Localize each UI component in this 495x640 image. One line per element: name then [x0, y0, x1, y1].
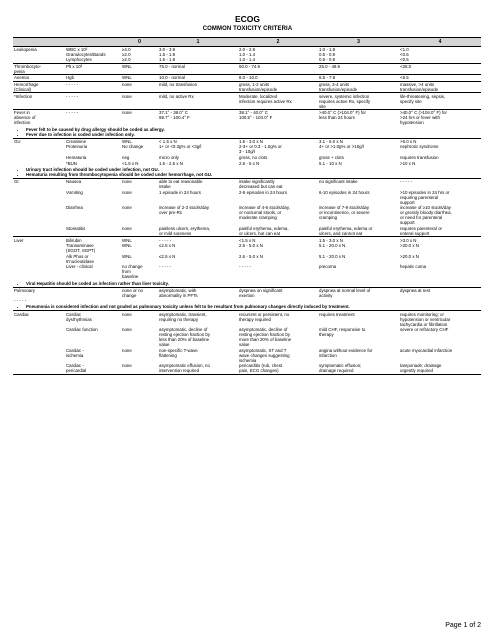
- grade-2-cell: 2.6 - 5.0 x N: [239, 243, 263, 249]
- grade-1-cell: asymptomatic, with abnormality in PFTs: [158, 287, 238, 303]
- grade-1-cell: 37.1° - 38.0° C 98.7° - 100.4° F: [158, 109, 238, 125]
- table-row: [13, 243, 481, 254]
- grade-3-cell: mild CHF, responsive to therapy: [319, 327, 366, 338]
- grade-3-cell: 25.0 - 49.9: [318, 63, 399, 75]
- category-cell: [13, 264, 65, 280]
- grade-3-cell: 3.1 - 6.0 x N: [318, 138, 399, 144]
- page-number: Page 1 of 2: [445, 622, 481, 629]
- grade-4-cell: increase of ≥10 stools/day or grossly bloody diarrhea, or need for parenteral support: [400, 205, 452, 226]
- grade-2-cell: 2-5 episodes in 24 hours: [239, 189, 288, 195]
- parameter-cell: Plt x 10³: [65, 63, 121, 75]
- grade-1-cell: micro only: [159, 155, 180, 161]
- parameter-cell: - - - - -: [65, 93, 121, 110]
- grade-1-cell: 10.0 - normal: [158, 75, 238, 82]
- document-title: ECOG: [234, 14, 261, 24]
- grade-0-cell: none: [121, 93, 158, 110]
- grade-2-cell: 38.1° - 40.0° C 100.5° - 104.0° F: [238, 109, 318, 125]
- table-row: [13, 93, 481, 110]
- grade-2-cell: recurrent or persistent, no therapy required: [238, 311, 318, 327]
- grade-0-cell: <1.5 x N: [122, 160, 139, 166]
- table-row: [13, 347, 481, 363]
- category-cell: GU: [13, 138, 65, 144]
- category-cell: [13, 190, 65, 206]
- grade-2-cell: 8.0 - 10.0: [238, 75, 318, 82]
- parameter-cell: Cardiac dysrhythmias: [65, 311, 121, 327]
- note-item: • Fever felt to be caused by drug allergy should be coded as allergy.: [26, 127, 480, 132]
- grade-3-cell: no significant intake: [318, 178, 399, 189]
- note-item: • Viral Hepatitis should be coded as infection rather than liver toxicity.: [26, 281, 480, 286]
- table-row: [13, 327, 481, 348]
- note-cell: [13, 126, 481, 139]
- table-row: [13, 81, 481, 93]
- grade-0-cell: none: [121, 311, 158, 327]
- grade-0-cell: WNL: [122, 253, 132, 259]
- grade-2-cell: 2.6 - 5.0 x N: [239, 253, 263, 259]
- grade-3-cell: 1.0 - 1.9 0.5 - 0.9 0.5 - 0.9: [318, 47, 399, 64]
- toxicity-criteria-table: [13, 37, 481, 375]
- parameter-cell: Cardiac function: [66, 327, 98, 333]
- grade-0-cell: ≥4.0 ≥2.0 ≥2.0: [121, 47, 158, 64]
- table-row: [13, 138, 481, 144]
- category-cell: Anemia: [13, 75, 65, 82]
- parameter-cell: Hematuria: [66, 155, 87, 161]
- grade-1-cell: able to eat reasonable intake: [158, 178, 238, 189]
- grade-0-cell: WNL: [121, 237, 158, 243]
- parameter-cell: Stomatitis: [66, 226, 86, 232]
- grade-4-cell: >3.0 x N: [399, 237, 481, 243]
- parameter-cell: Nausea: [65, 178, 121, 189]
- grade-4-cell: >40.0° C (>104.0° F) for >24 hrs or fever with hypotension: [399, 109, 481, 125]
- grade-0-cell: no change from baseline: [122, 264, 143, 280]
- grade-0-cell: WNL: [121, 138, 158, 144]
- grade-4-cell: massive, >4 units transfusion/episode: [399, 81, 481, 93]
- grade-2-cell: asymptomatic, ST and T wave changes suggesting ischemia: [239, 347, 290, 363]
- grade-2-cell: gross, 1-2 units transfusion/episode: [238, 81, 318, 93]
- grade-4-cell: requires parenteral or enteral support: [400, 226, 442, 237]
- grade-4-cell: <1.0 <0.5 <0.5: [399, 47, 481, 64]
- table-note-row: [13, 166, 481, 179]
- grade-0-cell: WNL: [122, 243, 132, 249]
- category-cell: Liver: [13, 237, 65, 243]
- grade-1-cell: mild, no transfusion: [158, 81, 238, 93]
- grade-1-cell: asymptomatic effusion, no intervention required: [158, 363, 238, 374]
- note-list: [21, 304, 480, 309]
- grade-0-cell: WNL: [121, 75, 158, 82]
- grade-0-cell: none or no change: [121, 287, 158, 303]
- grade-3-cell: 5.1 - 10 x N: [319, 160, 342, 166]
- grade-4-cell: >6.0 x N: [399, 138, 481, 144]
- grade-4-cell: dyspnea at rest: [399, 287, 481, 303]
- category-cell: [13, 205, 65, 226]
- grade-3-cell: angina without evidence for infarction: [319, 347, 373, 358]
- header-cell-grade-3: 3: [318, 38, 399, 47]
- grade-1-cell: - - - - -: [159, 264, 172, 270]
- grade-4-cell: tamponade; drainage urgently required: [399, 363, 481, 374]
- grade-0-cell: neg: [122, 155, 130, 161]
- category-cell: Fever in absence of infection: [13, 109, 65, 125]
- grade-1-cell: < 1.5 x N: [158, 138, 238, 144]
- parameter-cell: WBC x 10³ Granulocytes/Bands Lymphocytes: [65, 47, 121, 64]
- parameter-cell: Transaminase (SGOT, SGPT): [66, 243, 96, 254]
- grade-1-cell: 1 episode in 24 hours: [159, 189, 201, 195]
- category-cell: *Infection: [13, 93, 65, 110]
- grade-1-cell: 3.0 - 3.9 1.5 - 1.9 1.5 - 1.9: [158, 47, 238, 64]
- grade-2-cell: gross, no clots: [239, 155, 268, 161]
- grade-1-cell: ≤2.5 x N: [159, 253, 176, 259]
- grade-4-cell: >10 episodes in 24 hrs or requiring parenteral support: [400, 189, 450, 205]
- grade-2-cell: - - - - -: [239, 264, 252, 270]
- grade-0-cell: none: [121, 81, 158, 93]
- table-row: [13, 63, 481, 75]
- header-cell-grade-2: 2: [238, 38, 318, 47]
- grade-1-cell: 1+ or <0.3g% or <3g/l: [159, 144, 202, 150]
- note-cell: [13, 166, 481, 179]
- grade-0-cell: none: [122, 189, 132, 195]
- grade-3-cell: 6-10 episodes in 24 hours: [319, 189, 370, 195]
- grade-3-cell: dyspnea at normal level of activity: [318, 287, 399, 303]
- header-cell-grade-0: 0: [121, 38, 158, 47]
- grade-3-cell: increase of 7-9 stools/day or incontinence, or severe cramping: [319, 205, 370, 221]
- category-cell: [13, 226, 65, 237]
- grade-1-cell: non-specific T-wave flattening: [159, 347, 198, 358]
- parameter-cell: Alk Phos or 5'nucleotidase: [66, 253, 94, 264]
- parameter-cell: Vomiting: [66, 189, 83, 195]
- header-cell-parameter: [65, 38, 121, 47]
- grade-0-cell: none: [121, 109, 158, 125]
- grade-2-cell: 50.0 - 74.9: [238, 63, 318, 75]
- grade-0-cell: none: [122, 226, 132, 232]
- parameter-cell: Cardiac - ischemia: [66, 347, 84, 358]
- table-note-row: [13, 303, 481, 311]
- table-row: [13, 311, 481, 327]
- document-subtitle: COMMON TOXICITY CRITERIA: [202, 26, 293, 32]
- grade-1-cell: ≤2.5 x N: [159, 243, 176, 249]
- toxicity-table-body: [13, 47, 481, 375]
- table-row: [13, 226, 481, 237]
- grade-0-cell: No change: [122, 144, 144, 150]
- grade-3-cell: 4+ or >1.0g% or >10g/l: [319, 144, 364, 150]
- note-cell: [13, 303, 481, 311]
- grade-4-cell: nephrotic syndrome: [400, 144, 439, 150]
- table-row: [13, 363, 481, 374]
- grade-1-cell: asymptomatic, decline of resting ejection fraction by less than 20% of baseline value: [159, 327, 211, 348]
- grade-1-cell: asymptomatic, transient, requiring no therapy: [158, 311, 238, 327]
- parameter-cell: Bilirubin: [65, 237, 121, 243]
- grade-4-cell: requires transfusion: [400, 155, 439, 161]
- grade-3-cell: 5.1 - 20.0 x N: [319, 253, 346, 259]
- grade-0-cell: none: [121, 363, 158, 374]
- grade-3-cell: painful erythema, edema or ulcers, and cannot eat: [319, 226, 373, 237]
- grade-3-cell: precoma: [319, 264, 337, 270]
- note-cell: [13, 280, 481, 288]
- category-cell: Leukopenia: [13, 47, 65, 64]
- grade-1-cell: painless ulcers, erythema, or mild soreness: [159, 226, 211, 237]
- note-list: [21, 281, 480, 286]
- grade-2-cell: Moderate, localized infection requires active Rx: [238, 93, 318, 110]
- grade-3-cell: 6.5 - 7.9: [318, 75, 399, 82]
- table-row: [13, 205, 481, 226]
- grade-0-cell: none: [122, 347, 132, 353]
- grade-1-cell: 75.0 - normal: [158, 63, 238, 75]
- grade-3-cell: 1.5 - 3.0 x N: [318, 237, 399, 243]
- table-row: [13, 178, 481, 189]
- header-cell-category: [13, 38, 65, 47]
- category-cell: [13, 243, 65, 254]
- parameter-cell: [65, 287, 121, 303]
- grade-4-cell: severe or refractory CHF: [400, 327, 449, 333]
- note-list: [21, 167, 480, 177]
- grade-4-cell: - - - - -: [399, 178, 481, 189]
- grade-2-cell: painful erythema, edema, or ulcers, but can eat: [239, 226, 289, 237]
- grade-4-cell: <25.0: [399, 63, 481, 75]
- grade-0-cell: WNL: [121, 63, 158, 75]
- parameter-cell: Hgb: [65, 75, 121, 82]
- grade-4-cell: requires monitoring; or hypotension or ventricular tachycardia or fibrillation: [399, 311, 481, 327]
- parameter-cell: Proteinuria: [66, 144, 88, 150]
- grade-4-cell: >20.0 x N: [400, 243, 419, 249]
- parameter-cell: Liver - clinical: [66, 264, 93, 270]
- grade-3-cell: gross + clots: [319, 155, 344, 161]
- table-row: [13, 190, 481, 206]
- note-list: [21, 127, 480, 137]
- grade-4-cell: hepatic coma: [400, 264, 427, 270]
- table-row: [13, 47, 481, 64]
- grade-2-cell: increase of 4-6 stools/day, or nocturnal stools, or moderate cramping: [239, 205, 290, 221]
- table-row: [13, 109, 481, 125]
- grade-3-cell: requires treatment: [318, 311, 399, 327]
- grade-4-cell: >20.0 x N: [400, 253, 419, 259]
- header-cell-grade-1: 1: [158, 38, 238, 47]
- grade-2-cell: 2.0 - 2.9 1.0 - 1.4 1.0 - 1.4: [238, 47, 318, 64]
- grade-2-cell: 2-3+ or 0.3 - 1.0g% or 3 - 10g/l: [239, 144, 282, 155]
- grade-3-cell: >40.0° C (>104.0° F) for less than 24 hours: [318, 109, 399, 125]
- grade-4-cell: acute myocardial infarction: [400, 347, 453, 353]
- category-cell: Hemorrhage (Clinical): [13, 81, 65, 93]
- table-note-row: [13, 126, 481, 139]
- table-note-row: [13, 280, 481, 288]
- parameter-cell: Creatinine: [65, 138, 121, 144]
- grade-4-cell: <6.5: [399, 75, 481, 82]
- note-item: • Fever due to infection is coded under infection only.: [26, 132, 480, 137]
- table-row: [13, 75, 481, 82]
- grade-2-cell: intake significantly decreased but can eat: [238, 178, 318, 189]
- grade-4-cell: life-threatening, sepsis, specify site: [399, 93, 481, 110]
- grade-2-cell: pericarditis (rub, chest pain, ECG changes): [238, 363, 318, 374]
- parameter-cell: Cardiac - pericardial: [65, 363, 121, 374]
- note-item: • Hematuria resulting from thrombocytopenia should be coded under hemorrhage, not GU.: [26, 172, 480, 177]
- parameter-cell: Diarrhea: [66, 205, 83, 211]
- category-cell: [13, 254, 65, 265]
- note-item: • Pneumonia is considered infection and not graded as pulmonary toxicity unless felt to be resultant from pulmonary changes directly induced by treatment.: [26, 304, 480, 309]
- grade-2-cell: dyspnea on significant exertion: [238, 287, 318, 303]
- parameter-cell: - - - - -: [65, 81, 121, 93]
- grade-2-cell: 1.5 - 3.0 x N: [238, 138, 318, 144]
- table-row: [13, 287, 481, 303]
- grade-0-cell: none: [122, 327, 132, 333]
- grade-0-cell: none: [121, 178, 158, 189]
- parameter-cell: - - - - -: [65, 109, 121, 125]
- category-cell: Pulmonary - - - - -: [13, 287, 65, 303]
- grade-1-cell: - - - - -: [158, 237, 238, 243]
- grade-2-cell: 2.6 - 5 x N: [239, 160, 260, 166]
- grade-3-cell: severe, systemic infection requires active Rx, specify site: [318, 93, 399, 110]
- grade-1-cell: 1.5 - 2.5 x N: [159, 160, 183, 166]
- header-cell-grade-4: 4: [399, 38, 481, 47]
- category-cell: [13, 327, 65, 348]
- category-cell: [13, 363, 65, 374]
- parameter-cell: *BUN: [66, 160, 77, 166]
- grade-header-row: [13, 38, 481, 47]
- grade-4-cell: >10 x N: [400, 160, 416, 166]
- table-row: [13, 254, 481, 265]
- grade-2-cell: <1.5 x N: [238, 237, 318, 243]
- category-cell: Cardiac: [13, 311, 65, 327]
- category-cell: [13, 144, 65, 155]
- grade-1-cell: increase of 2-3 stools/day over pre-Rx: [159, 205, 210, 216]
- table-row: [13, 144, 481, 155]
- grade-0-cell: none: [122, 205, 132, 211]
- grade-3-cell: symptomatic effusion; drainage required: [318, 363, 399, 374]
- grade-3-cell: gross, 3-4 units transfusion/episode: [318, 81, 399, 93]
- category-cell: Thrombocyto- penia: [13, 63, 65, 75]
- grade-1-cell: mild, no active Rx: [158, 93, 238, 110]
- grade-2-cell: asymptomatic, decline of resting ejection fraction by more than 20% of baseline value: [239, 327, 292, 348]
- category-cell: GI: [13, 178, 65, 189]
- note-item: • Urinary tract infection should be coded under infection, not GU.: [26, 167, 480, 172]
- table-row: [13, 155, 481, 161]
- category-cell: [13, 347, 65, 363]
- grade-3-cell: 5.1 - 20.0 x N: [319, 243, 346, 249]
- table-row: [13, 264, 481, 280]
